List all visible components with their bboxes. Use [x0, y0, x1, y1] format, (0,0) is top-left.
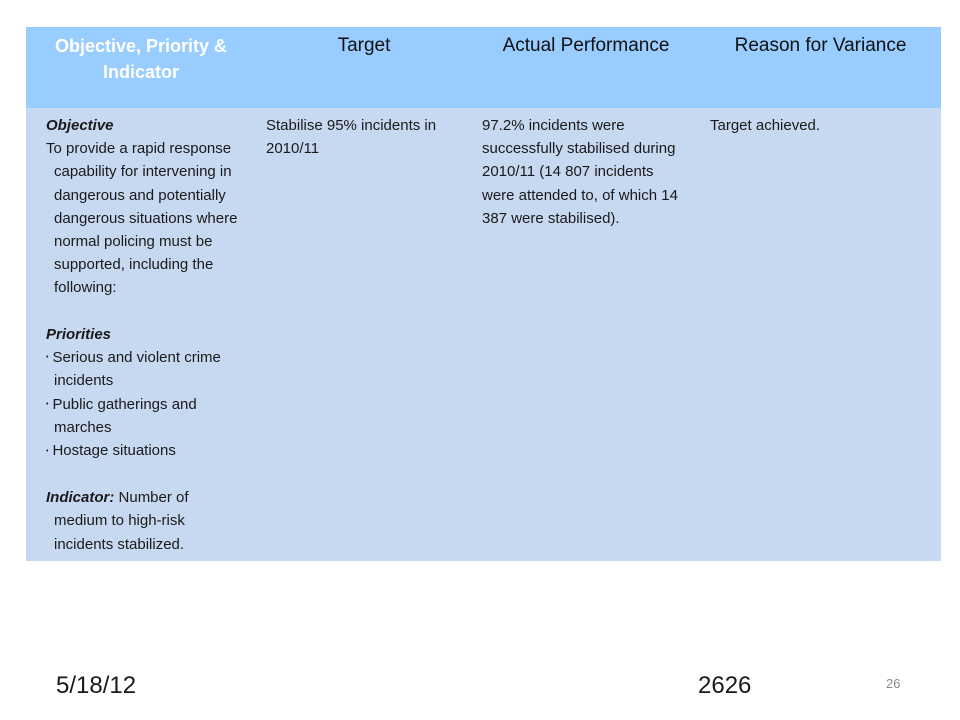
header-objective: Objective, Priority & Indicator	[26, 27, 256, 108]
reason-cell: Target achieved.	[700, 108, 941, 561]
objective-text: To provide a rapid response capability for intervening in dangerous and potentially dangerous situations where normal policing must be supported, including the following:	[46, 140, 238, 297]
priorities-label: Priorities	[46, 325, 112, 343]
performance-table	[26, 27, 941, 561]
page-number: 26	[886, 676, 901, 691]
header-reason-for-variance: Reason for Variance	[700, 27, 941, 108]
header-target: Target	[256, 27, 472, 108]
priority-item: • Hostage situations	[46, 442, 176, 460]
priority-item: • Public gatherings and marches	[46, 395, 197, 437]
objective-cell	[26, 108, 256, 561]
target-cell: Stabilise 95% incidents in 2010/11	[256, 108, 472, 561]
indicator-label: Indicator:	[46, 489, 115, 507]
bullet-icon: •	[46, 447, 49, 455]
bullet-icon: •	[46, 401, 49, 409]
priority-item: • Serious and violent crime incidents	[46, 348, 221, 390]
actual-performance-cell: 97.2% incidents were successfully stabilised during 2010/11 (14 807 incidents were attended to, of which 14 387 were stabilised).	[472, 108, 700, 561]
bullet-icon: •	[46, 354, 49, 362]
indicator-text: Indicator: Number of medium to high-risk incidents stabilized.	[46, 489, 189, 553]
table-header-row	[26, 27, 941, 108]
objective-label: Objective	[46, 117, 114, 134]
footer-date: 5/18/12	[56, 672, 137, 699]
footer-code: 2626	[698, 672, 752, 699]
table-row	[26, 108, 941, 561]
header-actual-performance: Actual Performance	[472, 27, 700, 108]
